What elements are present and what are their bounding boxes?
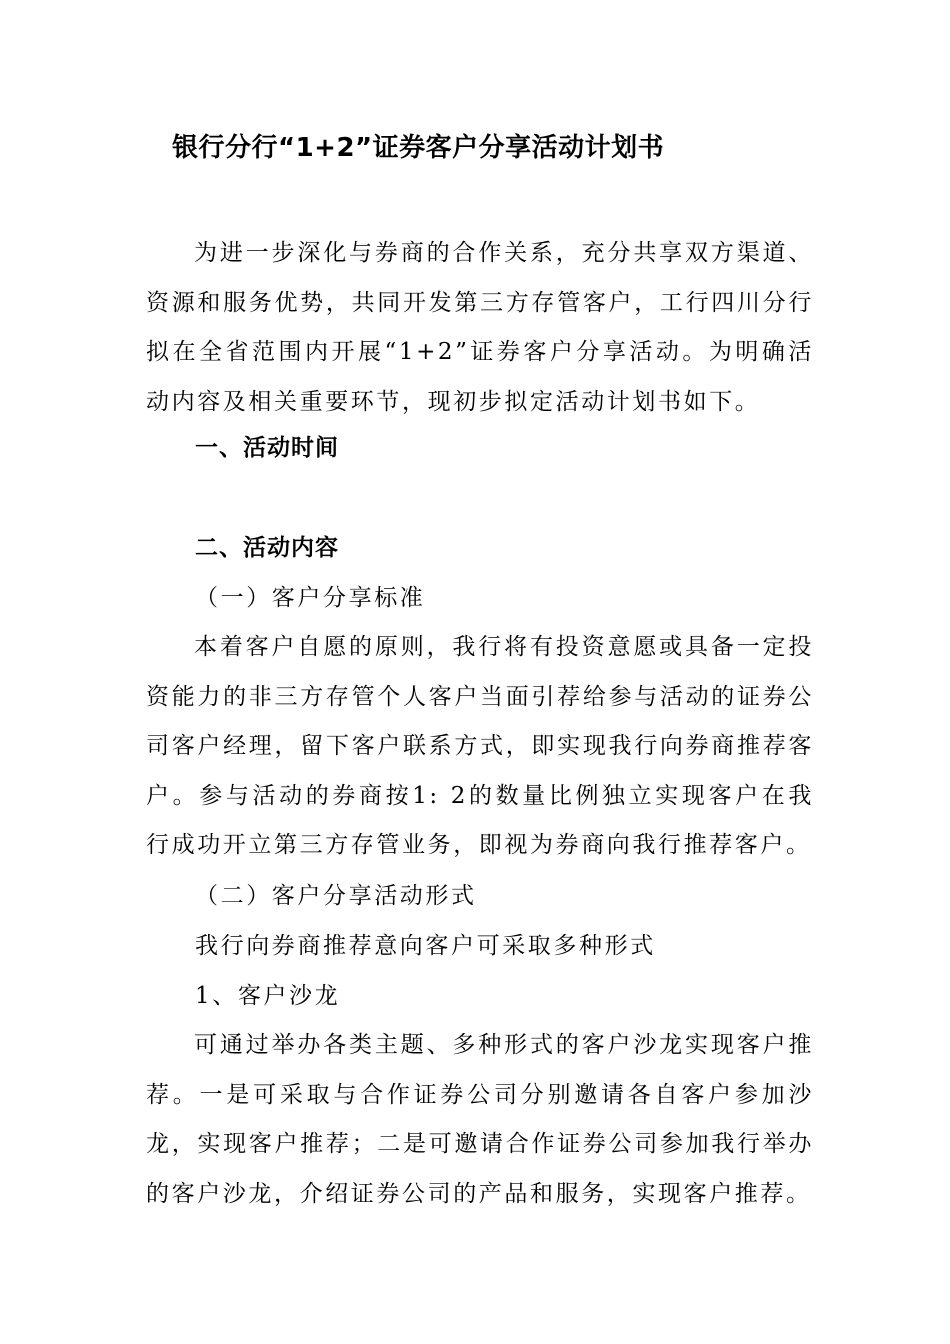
item-heading-customer-salon: 1、客户沙龙 — [195, 983, 341, 1009]
sharing-standard-paragraph: 本着客户自愿的原则，我行将有投资意愿或具备一定投资能力的非三方存管个人客户当面引荐给参与活动的证券公司客户经理，留下客户联系方式，即实现我行向券商推荐客户。参与活动的券商按1: 2的数量比例独立实现客户在我行成功开立第三方存管业务，即视为券商向我行推荐客户。 — [146, 634, 814, 858]
intro-paragraph: 为进一步深化与券商的合作关系，充分共享双方渠道、资源和服务优势，共同开发第三方存管客户，工行四川分行拟在全省范围内开展“1+2”证券客户分享活动。为明确活动内容及相关重要环节，现初步拟定活动计划书如下。 — [146, 240, 814, 415]
customer-salon-paragraph: 可通过举办各类主题、多种形式的客户沙龙实现客户推荐。一是可采取与合作证券公司分别邀请各自客户参加沙龙，实现客户推荐；二是可邀请合作证券公司参加我行举办的客户沙龙，介绍证券公司的产品和服务，实现客户推荐。 — [146, 1032, 814, 1207]
subsection-heading-sharing-standard: （一）客户分享标准 — [195, 585, 426, 611]
section-heading-activity-time: 一、活动时间 — [195, 435, 339, 461]
document-title: 银行分行“1+2”证券客户分享活动计划书 — [172, 133, 665, 163]
activity-forms-intro: 我行向券商推荐意向客户可采取多种形式 — [195, 933, 656, 959]
section-heading-activity-content: 二、活动内容 — [195, 535, 339, 561]
subsection-heading-activity-forms: （二）客户分享活动形式 — [195, 883, 477, 909]
